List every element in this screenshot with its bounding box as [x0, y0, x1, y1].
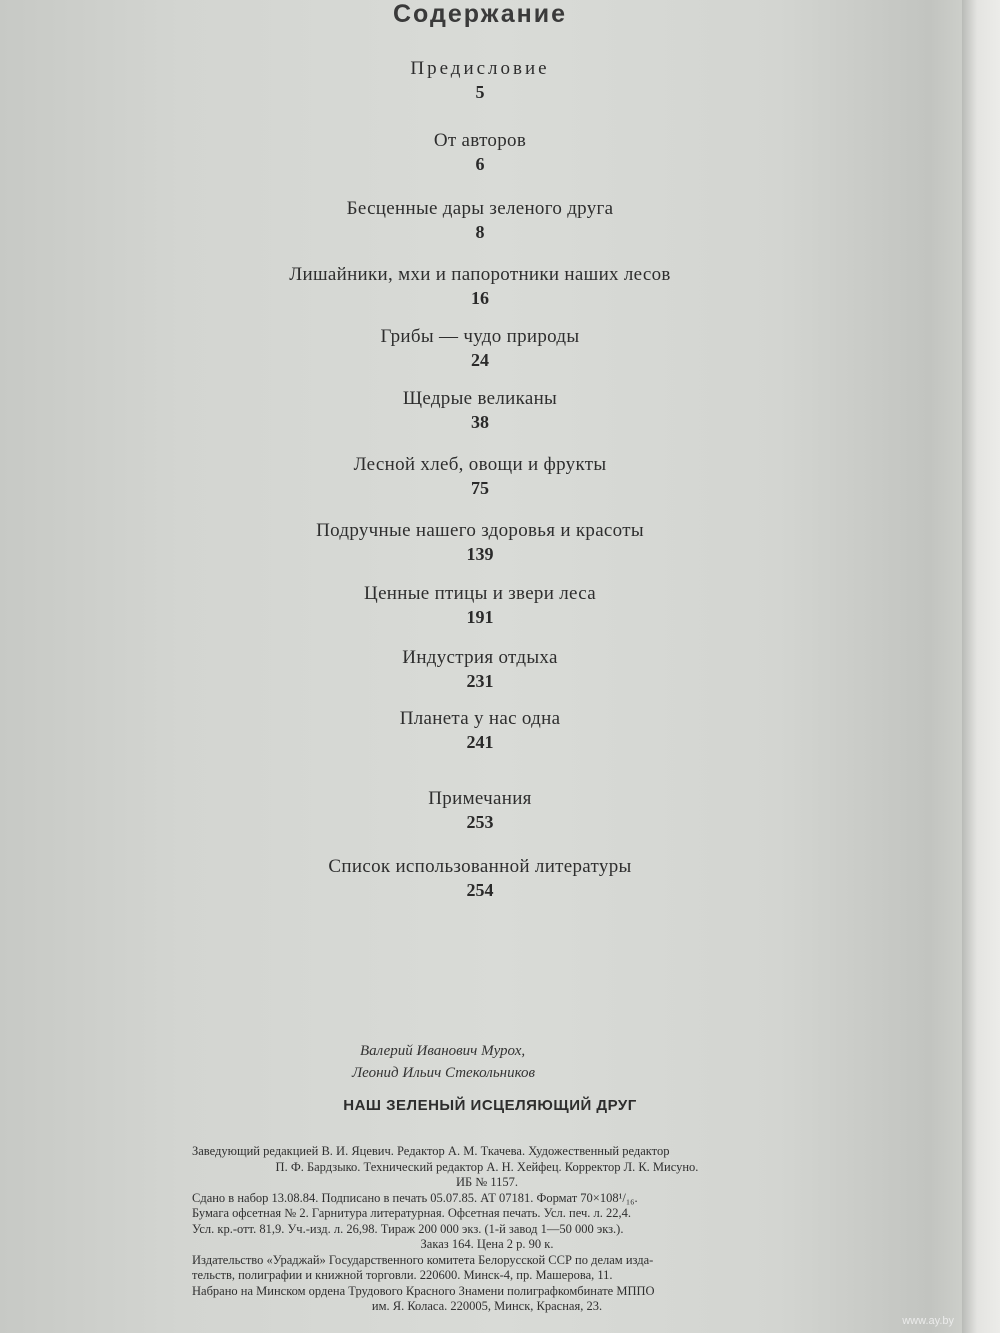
author-name: Леонид Ильич Стекольников [352, 1065, 536, 1081]
imprint-line: Заведующий редакцией В. И. Яцевич. Редактор А. М. Ткачева. Художественный редактор [192, 1144, 670, 1158]
toc-entry [0, 583, 960, 628]
toc-entry [0, 520, 960, 565]
page-edge-shadow [962, 0, 1000, 1333]
toc-entry-title: От авторов [433, 130, 527, 151]
toc-entry [0, 454, 960, 499]
toc-entry-title: Список использованной литературы [328, 856, 632, 877]
toc-entry-title: Грибы — чудо природы [380, 326, 580, 347]
toc-entry [0, 130, 960, 175]
imprint-line: Издательство «Ураджай» Государственного комитета Белорусской ССР по делам изда- [192, 1252, 654, 1267]
toc-entry [0, 856, 960, 901]
toc-entry-page: 75 [471, 478, 489, 498]
toc-entry-title: Индустрия отдыха [402, 647, 558, 668]
toc-entry-title: Примечания [428, 788, 532, 809]
author-name: Валерий Иванович Мурох, [360, 1043, 526, 1059]
toc-entry-page: 254 [466, 880, 494, 900]
page-title: Содержание [392, 0, 568, 28]
toc-entry [0, 647, 960, 692]
toc-entry [0, 326, 960, 371]
imprint-line: Усл. кр.-отт. 81,9. Уч.-изд. л. 26,98. Тираж 200 000 экз. (1-й завод 1—50 000 экз.). [192, 1221, 624, 1236]
toc-entry-page: 16 [471, 288, 489, 308]
imprint-line: Набрано на Минском ордена Трудового Красного Знамени полиграфкомбинате МППО [192, 1283, 655, 1298]
imprint-line: Заказ 164. Цена 2 р. 90 к. [420, 1237, 554, 1251]
toc-entry [0, 708, 960, 753]
toc-entry-title: Ценные птицы и звери леса [364, 583, 596, 604]
toc-entry-page: 38 [471, 412, 489, 432]
toc-entry-title: Предисловие [410, 58, 550, 79]
toc-entry-title: Планета у нас одна [399, 708, 561, 729]
toc-entry-page: 241 [466, 732, 494, 752]
toc-entry-title: Лесной хлеб, овощи и фрукты [353, 454, 607, 475]
toc-entry-title: Щедрые великаны [402, 388, 558, 409]
toc-entry-title: Лишайники, мхи и папоротники наших лесов [289, 264, 671, 285]
toc-entry [0, 264, 960, 309]
toc-entry-title: Подручные нашего здоровья и красоты [316, 520, 644, 541]
toc-entry-page: 231 [466, 671, 494, 691]
book-title: НАШ ЗЕЛЕНЫЙ ИСЦЕЛЯЮЩИЙ ДРУГ [343, 1097, 637, 1114]
toc-entry-page: 6 [475, 154, 485, 174]
toc-entry [0, 198, 960, 243]
toc-entry-title: Бесценные дары зеленого друга [346, 198, 614, 219]
imprint-line: Бумага офсетная № 2. Гарнитура литературная. Офсетная печать. Усл. печ. л. 22,4. [192, 1206, 631, 1220]
toc-entry [0, 788, 960, 833]
toc-entry-page: 253 [466, 812, 494, 832]
imprint-line: ИБ № 1157. [455, 1175, 519, 1189]
authors-block [352, 1040, 536, 1084]
watermark: www.ay.by [902, 1315, 954, 1327]
toc-entry [0, 388, 960, 433]
toc-entry-page: 191 [466, 607, 494, 627]
imprint-line: тельств, полиграфии и книжной торговли. 220600. Минск-4, пр. Машерова, 11. [192, 1268, 613, 1282]
imprint-line: Сдано в набор 13.08.84. Подписано в печать 05.07.85. АТ 07181. Формат 70×108¹/₁₆. [192, 1190, 638, 1205]
imprint-line: им. Я. Коласа. 220005, Минск, Красная, 23. [371, 1299, 603, 1313]
toc-entry-page: 24 [471, 350, 489, 370]
toc-entry-page: 8 [475, 222, 485, 242]
toc-entry-page: 5 [475, 82, 485, 102]
toc-entry [0, 58, 960, 103]
toc-entry-page: 139 [466, 544, 494, 564]
imprint-line: П. Ф. Бардзыко. Технический редактор А. Н. Хейфец. Корректор Л. К. Мисуно. [275, 1159, 699, 1174]
imprint-block [192, 1144, 782, 1315]
